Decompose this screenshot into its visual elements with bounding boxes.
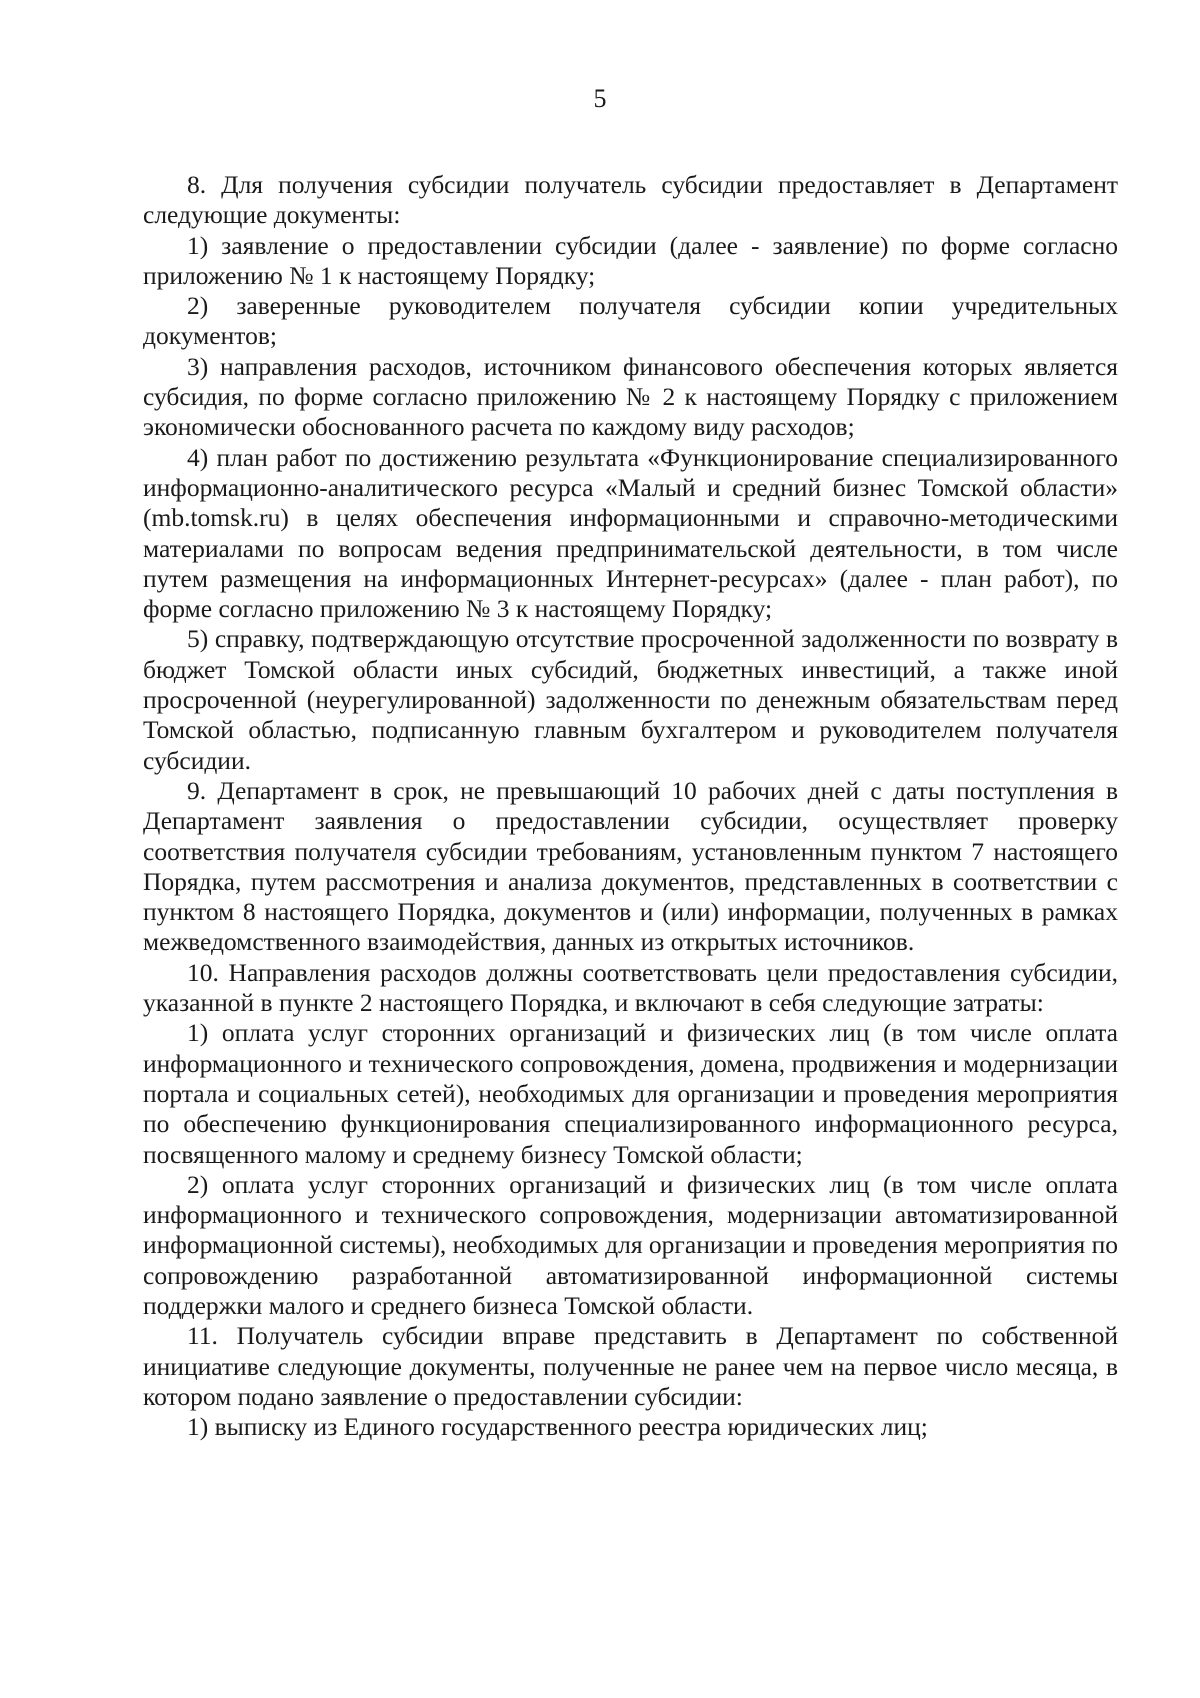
- paragraph-11-item-1: 1) выписку из Единого государственного реестра юридических лиц;: [187, 1412, 928, 1442]
- paragraph-8: 8. Для получения субсидии получатель субсидии предоставляет в Департамент следующие документы:: [143, 170, 1118, 230]
- paragraph-8-item-3: 3) направления расходов, источником финансового обеспечения которых является субсидия, по форме согласно приложению № 2 к настоящему Порядку с приложением экономически обоснованного расчета по каждому виду расходов;: [143, 351, 1118, 442]
- paragraph-10: 10. Направления расходов должны соответствовать цели предоставления субсидии, указанной в пункте 2 настоящего Порядка, и включают в себя следующие затраты:: [143, 957, 1118, 1018]
- paragraph-8-item-4: 4) план работ по достижению результата «Функционирование специализированного информационно-аналитического ресурса «Малый и средний бизнес Томской области» (mb.tomsk.ru) в целях обеспечения информационными и справочно-методическими материалами по вопросам ведения предпринимательской деятельности, в том числе путем размещения на информационных Интернет-ресурсах» (далее - план работ), по форме согласно приложению № 3 к настоящему Порядку;: [143, 442, 1118, 624]
- paragraph-10-item-1: 1) оплата услуг сторонних организаций и физических лиц (в том числе оплата информационного и технического сопровождения, домена, продвижения и модернизации портала и социальных сетей), необходимых для организации и проведения мероприятия по обеспечению функционирования специализированного информационного ресурса, посвященного малому и среднему бизнесу Томской области;: [143, 1018, 1118, 1169]
- paragraph-10-item-2: 2) оплата услуг сторонних организаций и физических лиц (в том числе оплата информационного и технического сопровождения, модернизации автоматизированной информационной системы), необходимых для организации и проведения мероприятия по сопровождению разработанной автоматизированной информационной системы поддержки малого и среднего бизнеса Томской области.: [143, 1169, 1118, 1320]
- document-body: [143, 170, 1118, 1442]
- paragraph-8-item-5: 5) справку, подтверждающую отсутствие просроченной задолженности по возврату в бюджет Томской области иных субсидий, бюджетных инвестиций, а также иной просроченной (неурегулированной) задолженности по денежным обязательствам перед Томской областью, подписанную главным бухгалтером и руководителем получателя субсидии.: [143, 624, 1118, 775]
- paragraph-8-item-2: 2) заверенные руководителем получателя субсидии копии учредительных документов;: [143, 291, 1118, 351]
- paragraph-9: 9. Департамент в срок, не превышающий 10 рабочих дней с даты поступления в Департамент заявления о предоставлении субсидии, осуществляет проверку соответствия получателя субсидии требованиям, установленным пунктом 7 настоящего Порядка, путем рассмотрения и анализа документов, представленных в соответствии с пунктом 8 настоящего Порядка, документов и (или) информации, полученных в рамках межведомственного взаимодействия, данных из открытых источников.: [143, 775, 1118, 957]
- page-number: 5: [593, 84, 607, 113]
- paragraph-8-item-1: 1) заявление о предоставлении субсидии (далее - заявление) по форме согласно приложению № 1 к настоящему Порядку;: [143, 230, 1118, 290]
- paragraph-11: 11. Получатель субсидии вправе представить в Департамент по собственной инициативе следующие документы, полученные не ранее чем на первое число месяца, в котором подано заявление о предоставлении субсидии:: [143, 1321, 1118, 1411]
